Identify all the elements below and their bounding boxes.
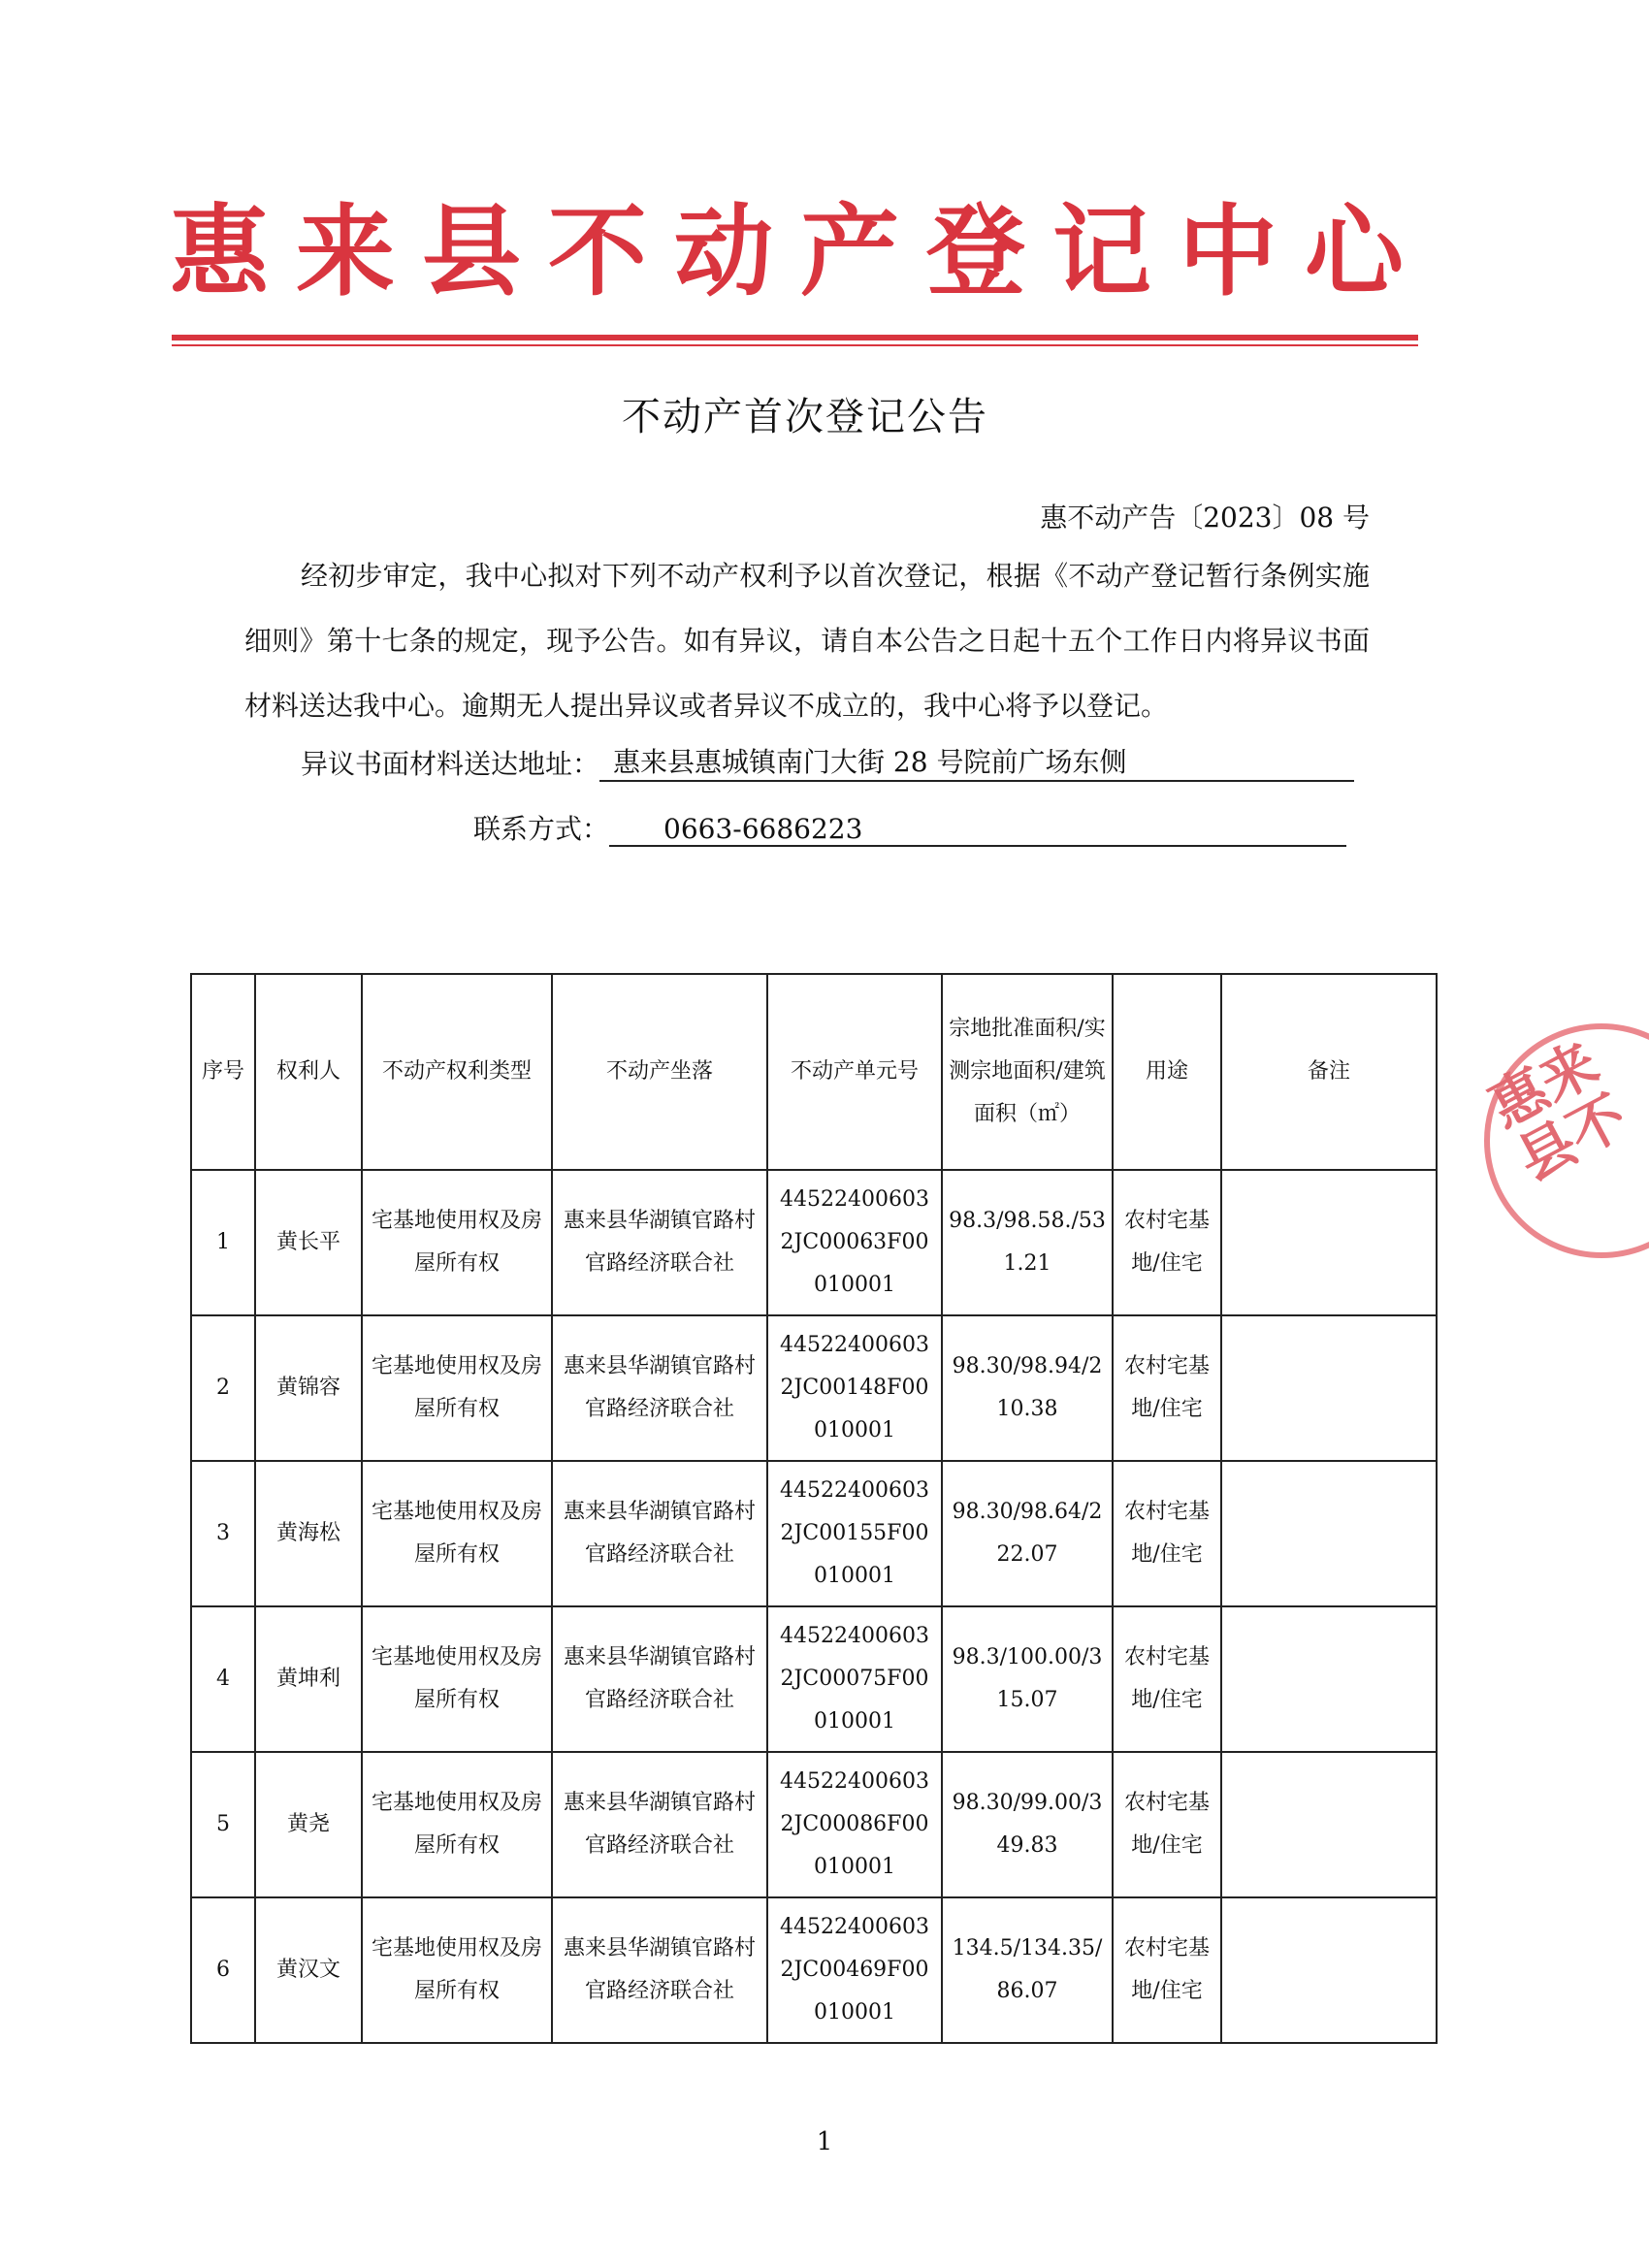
- cell-remarks: [1221, 1170, 1437, 1315]
- cell-right-type: 宅基地使用权及房屋所有权: [362, 1315, 552, 1461]
- cell-remarks: [1221, 1315, 1437, 1461]
- cell-remarks: [1221, 1897, 1437, 2043]
- cell-area: 98.30/98.94/210.38: [942, 1315, 1113, 1461]
- cell-right-type: 宅基地使用权及房屋所有权: [362, 1170, 552, 1315]
- cell-usage: 农村宅基地/住宅: [1113, 1606, 1221, 1752]
- cell-owner: 黄汉文: [255, 1897, 362, 2043]
- cell-usage: 农村宅基地/住宅: [1113, 1752, 1221, 1897]
- header-area: 宗地批准面积/实测宗地面积/建筑面积（㎡）: [942, 974, 1113, 1170]
- cell-remarks: [1221, 1461, 1437, 1606]
- cell-location: 惠来县华湖镇官路村官路经济联合社: [552, 1897, 767, 2043]
- cell-index: 2: [191, 1315, 255, 1461]
- cell-unit-number: 445224006032JC00155F00010001: [767, 1461, 942, 1606]
- header-owner: 权利人: [255, 974, 362, 1170]
- address-value: 惠来县惠城镇南门大街 28 号院前广场东侧: [599, 745, 1354, 782]
- cell-unit-number: 445224006032JC00075F00010001: [767, 1606, 942, 1752]
- official-seal-text: 惠来县不: [1478, 1029, 1637, 1194]
- document-title: 不动产首次登记公告: [622, 395, 988, 439]
- letterhead-title: 惠来县不动产登记中心: [170, 194, 1431, 310]
- cell-remarks: [1221, 1752, 1437, 1897]
- cell-index: 5: [191, 1752, 255, 1897]
- letterhead-rule-thin: [172, 344, 1418, 346]
- table-header-row: [191, 974, 1437, 1170]
- header-index: 序号: [191, 974, 255, 1170]
- announcement-body: 经初步审定，我中心拟对下列不动产权利予以首次登记，根据《不动产登记暂行条例实施细则》第十七条的规定，现予公告。如有异议，请自本公告之日起十五个工作日内将异议书面材料送达我中心。逾期无人提出异议或者异议不成立的，我中心将予以登记。: [244, 560, 1370, 722]
- table-row: [191, 1170, 1437, 1315]
- cell-index: 3: [191, 1461, 255, 1606]
- cell-index: 1: [191, 1170, 255, 1315]
- cell-owner: 黄长平: [255, 1170, 362, 1315]
- cell-area: 134.5/134.35/86.07: [942, 1897, 1113, 2043]
- cell-owner: 黄坤利: [255, 1606, 362, 1752]
- header-right-type: 不动产权利类型: [362, 974, 552, 1170]
- cell-area: 98.3/100.00/315.07: [942, 1606, 1113, 1752]
- contact-value: 0663-6686223: [609, 812, 1346, 847]
- cell-usage: 农村宅基地/住宅: [1113, 1461, 1221, 1606]
- cell-right-type: 宅基地使用权及房屋所有权: [362, 1752, 552, 1897]
- cell-unit-number: 445224006032JC00063F00010001: [767, 1170, 942, 1315]
- document-number: 惠不动产告〔2023〕08 号: [1040, 502, 1370, 534]
- cell-index: 4: [191, 1606, 255, 1752]
- table-row: [191, 1606, 1437, 1752]
- header-location: 不动产坐落: [552, 974, 767, 1170]
- cell-right-type: 宅基地使用权及房屋所有权: [362, 1606, 552, 1752]
- cell-usage: 农村宅基地/住宅: [1113, 1170, 1221, 1315]
- cell-unit-number: 445224006032JC00148F00010001: [767, 1315, 942, 1461]
- cell-owner: 黄尧: [255, 1752, 362, 1897]
- cell-usage: 农村宅基地/住宅: [1113, 1897, 1221, 2043]
- cell-area: 98.3/98.58./531.21: [942, 1170, 1113, 1315]
- cell-unit-number: 445224006032JC00469F00010001: [767, 1897, 942, 2043]
- contact-row: [473, 808, 1346, 847]
- cell-owner: 黄锦容: [255, 1315, 362, 1461]
- cell-area: 98.30/99.00/349.83: [942, 1752, 1113, 1897]
- cell-right-type: 宅基地使用权及房屋所有权: [362, 1897, 552, 2043]
- letterhead-rule-thick: [172, 335, 1418, 340]
- cell-remarks: [1221, 1606, 1437, 1752]
- cell-location: 惠来县华湖镇官路村官路经济联合社: [552, 1606, 767, 1752]
- cell-unit-number: 445224006032JC00086F00010001: [767, 1752, 942, 1897]
- table-row: [191, 1315, 1437, 1461]
- cell-area: 98.30/98.64/222.07: [942, 1461, 1113, 1606]
- table-row: [191, 1752, 1437, 1897]
- header-remarks: 备注: [1221, 974, 1437, 1170]
- address-row: [301, 743, 1354, 782]
- address-label: 异议书面材料送达地址：: [301, 748, 600, 780]
- cell-index: 6: [191, 1897, 255, 2043]
- registry-table: [190, 973, 1438, 2044]
- table-row: [191, 1897, 1437, 2043]
- page-number: 1: [816, 2127, 833, 2156]
- header-unit-number: 不动产单元号: [767, 974, 942, 1170]
- cell-usage: 农村宅基地/住宅: [1113, 1315, 1221, 1461]
- cell-location: 惠来县华湖镇官路村官路经济联合社: [552, 1315, 767, 1461]
- cell-location: 惠来县华湖镇官路村官路经济联合社: [552, 1170, 767, 1315]
- cell-location: 惠来县华湖镇官路村官路经济联合社: [552, 1752, 767, 1897]
- cell-right-type: 宅基地使用权及房屋所有权: [362, 1461, 552, 1606]
- contact-label: 联系方式：: [473, 813, 610, 845]
- cell-owner: 黄海松: [255, 1461, 362, 1606]
- header-usage: 用途: [1113, 974, 1221, 1170]
- cell-location: 惠来县华湖镇官路村官路经济联合社: [552, 1461, 767, 1606]
- table-row: [191, 1461, 1437, 1606]
